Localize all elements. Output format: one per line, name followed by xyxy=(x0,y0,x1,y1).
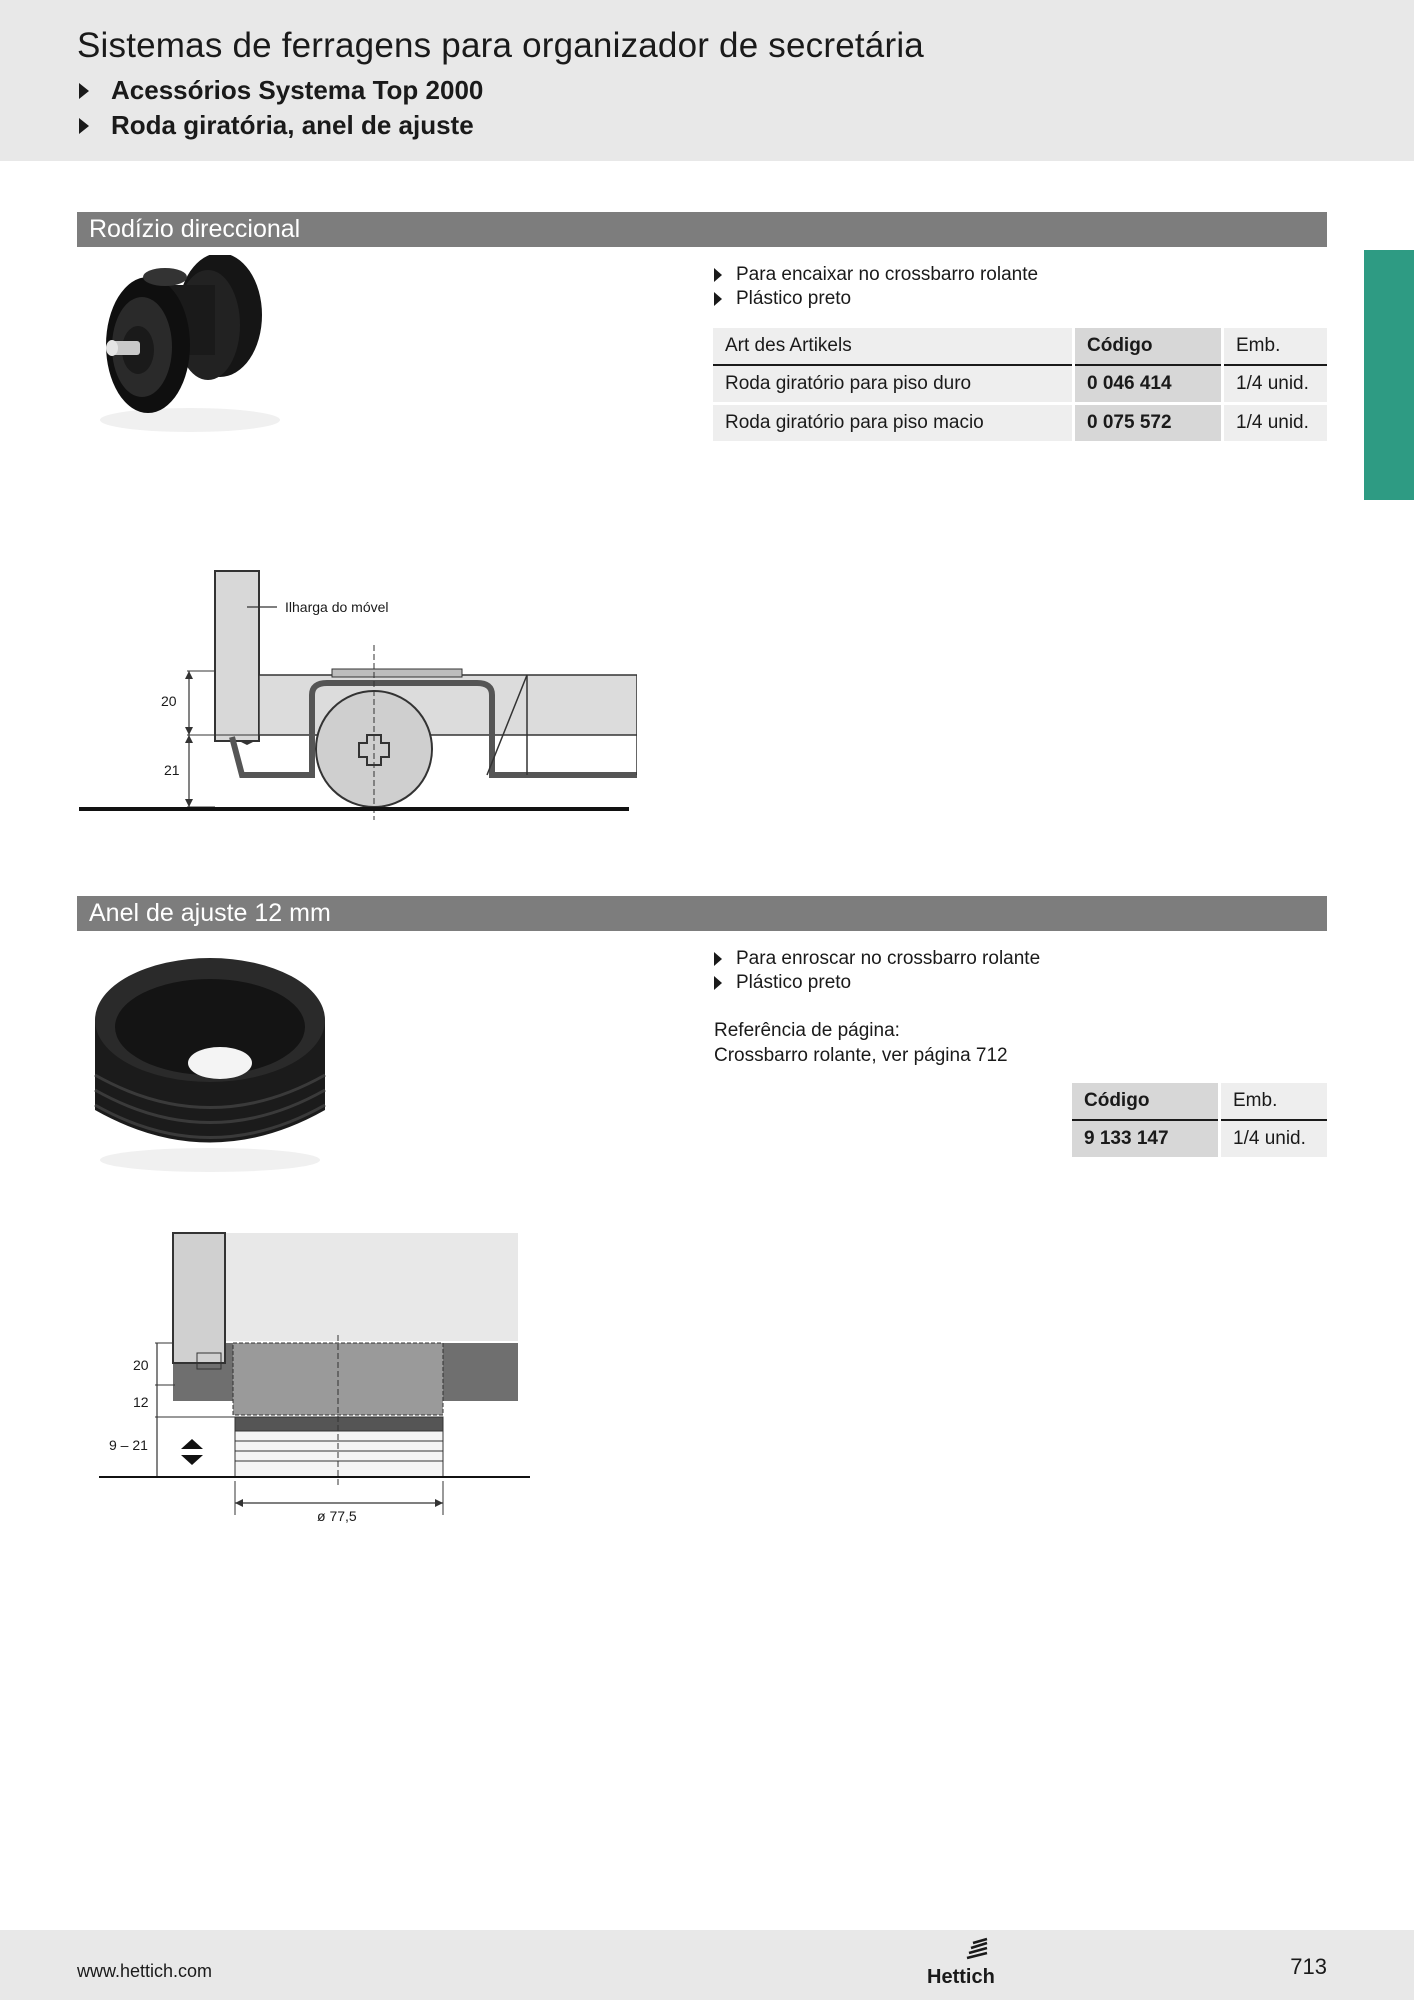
drawing-label-cabinet-side: Ilharga do móvel xyxy=(285,599,389,615)
reference-text: Crossbarro rolante, ver página 712 xyxy=(714,1045,1008,1066)
page-title: Sistemas de ferragens para organizador de secretária xyxy=(77,26,924,65)
list-item: Plástico preto xyxy=(714,971,1040,995)
arrow-right-icon xyxy=(714,292,722,306)
section-heading-castor: Rodízio direccional xyxy=(77,212,1327,247)
castor-article-table xyxy=(713,328,1327,444)
list-item: Plástico preto xyxy=(714,287,1038,311)
castor-technical-drawing xyxy=(77,565,637,830)
adjusting-ring-technical-drawing xyxy=(95,1225,545,1525)
table-header-cell: Art des Artikels xyxy=(713,328,1074,365)
table-header-cell: Emb. xyxy=(1220,1083,1328,1120)
dimension-diameter: ø 77,5 xyxy=(317,1508,357,1524)
table-header-cell: Código xyxy=(1072,1083,1220,1120)
subtitle-label: Acessórios Systema Top 2000 xyxy=(111,75,484,105)
table-row xyxy=(1072,1120,1327,1159)
chapter-tab xyxy=(1364,250,1414,500)
arrow-right-icon xyxy=(714,952,722,966)
footer-band xyxy=(0,1930,1414,2000)
adjusting-ring-photo xyxy=(80,945,340,1185)
table-header-row xyxy=(1072,1083,1327,1120)
table-cell: 1/4 unid. xyxy=(1220,1120,1328,1159)
subtitle-2 xyxy=(79,110,474,141)
dimension-20: 20 xyxy=(133,1357,149,1373)
table-cell: 0 046 414 xyxy=(1074,365,1223,404)
table-row xyxy=(713,404,1327,443)
table-cell: 1/4 unid. xyxy=(1223,365,1328,404)
table-cell: 0 075 572 xyxy=(1074,404,1223,443)
list-item: Para enroscar no crossbarro rolante xyxy=(714,947,1040,971)
dimension-9-21: 9 – 21 xyxy=(109,1437,148,1453)
page-number: 713 xyxy=(1290,1954,1327,1979)
adjusting-ring-features xyxy=(714,947,1040,995)
dimension-20: 20 xyxy=(161,693,177,709)
arrow-right-icon xyxy=(714,268,722,282)
reference-label: Referência de página: xyxy=(714,1020,900,1041)
dimension-21: 21 xyxy=(164,762,180,778)
footer-link[interactable]: www.hettich.com xyxy=(77,1961,213,1981)
list-item: Para encaixar no crossbarro rolante xyxy=(714,263,1038,287)
castor-photo xyxy=(80,255,280,455)
adjusting-ring-article-table xyxy=(1072,1083,1327,1160)
arrow-right-icon xyxy=(79,118,89,134)
table-header-cell: Emb. xyxy=(1223,328,1328,365)
arrow-right-icon xyxy=(714,976,722,990)
table-header-cell: Código xyxy=(1074,328,1223,365)
logo-wordmark: Hettich xyxy=(927,1966,995,1987)
arrow-right-icon xyxy=(79,83,89,99)
dimension-12: 12 xyxy=(133,1394,149,1410)
table-row xyxy=(713,365,1327,404)
table-cell: Roda giratório para piso macio xyxy=(713,404,1074,443)
table-cell: 9 133 147 xyxy=(1072,1120,1220,1159)
subtitle-label: Roda giratória, anel de ajuste xyxy=(111,110,474,140)
page-reference xyxy=(714,1018,1008,1068)
table-header-row xyxy=(713,328,1327,365)
section-heading-adjusting-ring: Anel de ajuste 12 mm xyxy=(77,896,1327,931)
castor-features xyxy=(714,263,1038,311)
hettich-logo xyxy=(925,1937,1005,1987)
table-cell: Roda giratório para piso duro xyxy=(713,365,1074,404)
table-cell: 1/4 unid. xyxy=(1223,404,1328,443)
subtitle-1 xyxy=(79,75,483,106)
